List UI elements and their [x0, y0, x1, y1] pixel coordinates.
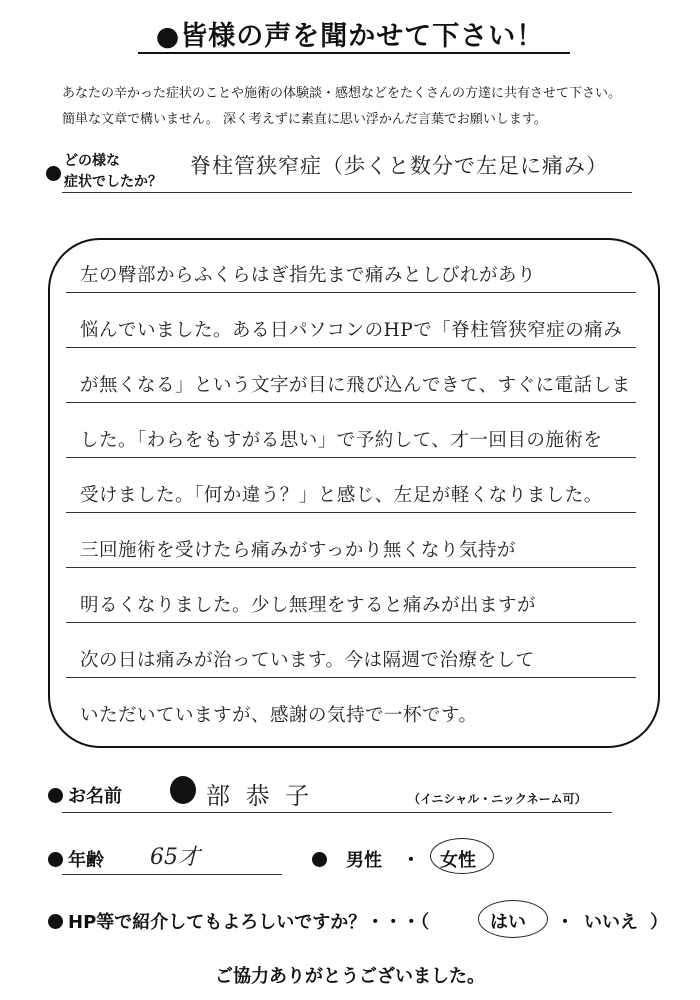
- ruled-line: [66, 402, 636, 403]
- intro-line-1: あなたの辛かった症状のことや施術の体験談・感想などをたくさんの方達に共有させて下さい。: [62, 86, 622, 101]
- hp-yes-option[interactable]: はい: [490, 912, 526, 933]
- gender-male-option[interactable]: 男性: [346, 850, 382, 871]
- redaction-mark: [170, 776, 196, 804]
- name-label: お名前: [68, 786, 122, 807]
- hp-no-option[interactable]: いいえ: [584, 912, 638, 933]
- hp-separator: ・: [556, 912, 574, 933]
- bullet-icon: [48, 788, 63, 803]
- bullet-icon: [46, 166, 61, 181]
- testimonial-line: 次の日は痛みが治っています。今は隔週で治療をして: [80, 650, 535, 671]
- testimonial-line: 悩んでいました。ある日パソコンのHPで「脊柱管狭窄症の痛み: [80, 320, 623, 341]
- testimonial-line: 左の臀部からふくらはぎ指先まで痛みとしびれがあり: [80, 265, 537, 286]
- age-value[interactable]: 65才: [150, 845, 200, 870]
- testimonial-line: した。「わらをもすがる思い」で予約して、才一回目の施術を: [80, 430, 603, 451]
- hp-question: HP等で紹介してもよろしいですか？・・・（: [68, 912, 430, 933]
- title-underline: [138, 52, 570, 54]
- symptom-label-line-1: どの様な: [64, 153, 120, 169]
- name-value[interactable]: 部 恭 子: [206, 782, 314, 810]
- name-note: （イニシャル・ニックネーム可）: [408, 792, 587, 806]
- ruled-line: [66, 457, 636, 458]
- symptom-answer-rule: [62, 192, 632, 193]
- hp-close-paren: ）: [650, 912, 668, 933]
- ruled-line: [66, 567, 636, 568]
- ruled-line: [66, 512, 636, 513]
- thanks-message: ご協力ありがとうございました。: [215, 966, 485, 987]
- form-title: ●皆様の声を聞かせて下さい！: [155, 21, 545, 52]
- name-rule: [62, 812, 612, 813]
- age-rule: [62, 874, 282, 875]
- ruled-line: [66, 292, 636, 293]
- symptom-answer[interactable]: 脊柱管狭窄症（歩くと数分で左足に痛み）: [190, 154, 608, 178]
- gender-separator: ・: [402, 850, 420, 871]
- testimonial-line: いただいていますが、感謝の気持で一杯です。: [80, 705, 478, 726]
- bullet-icon: [312, 852, 327, 867]
- testimonial-line: 三回施術を受けたら痛みがすっかり無くなり気持が: [80, 540, 516, 561]
- testimonial-line: が無くなる」という文字が目に飛び込んできて、すぐに電話しま: [80, 375, 631, 396]
- intro-line-2: 簡単な文章で構いません。 深く考えずに素直に思い浮かんだ言葉でお願いします。: [62, 112, 547, 127]
- bullet-icon: [48, 852, 63, 867]
- ruled-line: [66, 622, 636, 623]
- symptom-label-line-2: 症状でしたか？: [64, 174, 162, 190]
- ruled-line: [66, 677, 636, 678]
- gender-female-option[interactable]: 女性: [440, 850, 476, 871]
- bullet-icon: [48, 914, 63, 929]
- testimonial-line: 受けました。「何か違う？」と感じ、左足が軽くなりました。: [80, 485, 603, 506]
- age-label: 年齢: [68, 850, 104, 871]
- testimonial-line: 明るくなりました。少し無理をすると痛みが出ますが: [80, 595, 537, 616]
- ruled-line: [66, 347, 636, 348]
